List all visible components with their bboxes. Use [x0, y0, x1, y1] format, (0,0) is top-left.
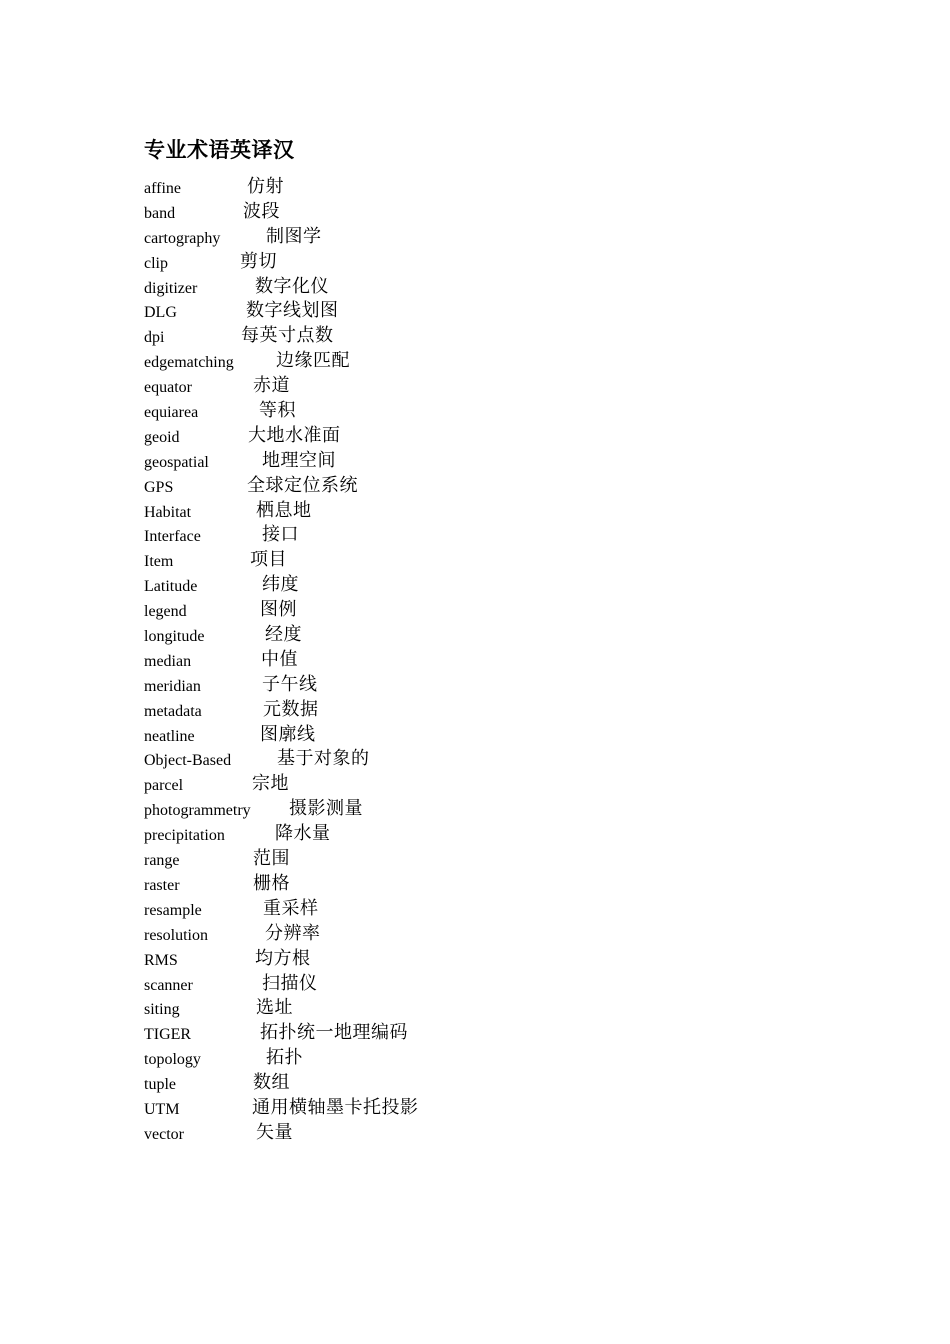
glossary-entry: [144, 897, 644, 922]
english-term: siting: [144, 1001, 180, 1019]
english-term: median: [144, 652, 192, 670]
chinese-translation: 中值: [261, 648, 298, 670]
glossary-entry: [144, 499, 644, 524]
english-term: geospatial: [144, 453, 209, 471]
english-term: resample: [144, 901, 202, 919]
chinese-translation: 栅格: [253, 872, 290, 894]
english-term: photogrammetry: [144, 802, 251, 820]
chinese-translation: 剪切: [240, 250, 277, 272]
chinese-translation: 宗地: [252, 773, 289, 795]
chinese-translation: 全球定位系统: [247, 474, 358, 496]
glossary-entry: [144, 374, 644, 399]
english-term: affine: [144, 180, 182, 197]
glossary-entry: [144, 847, 644, 872]
chinese-translation: 分辨率: [265, 922, 321, 944]
chinese-translation: 扫描仪: [262, 972, 318, 994]
glossary-entry: [144, 449, 644, 474]
chinese-translation: 通用横轴墨卡托投影: [252, 1096, 419, 1118]
chinese-translation: 图例: [260, 599, 297, 621]
glossary-entry: [144, 225, 644, 250]
glossary-entry: [144, 250, 644, 275]
english-term: topology: [144, 1051, 201, 1069]
english-term: clip: [144, 254, 168, 272]
english-term: equator: [144, 379, 192, 397]
glossary-entry: [144, 349, 644, 374]
glossary-entry: [144, 200, 644, 225]
english-term: longitude: [144, 628, 205, 646]
english-term: meridian: [144, 677, 201, 695]
glossary-entry: [144, 797, 644, 822]
english-term: RMS: [144, 951, 178, 969]
english-term: neatline: [144, 727, 195, 745]
english-term: digitizer: [144, 279, 198, 297]
chinese-translation: 矢量: [256, 1121, 293, 1143]
english-term: GPS: [144, 478, 174, 496]
glossary-entry: [144, 972, 644, 997]
chinese-translation: 仿射: [247, 176, 284, 197]
glossary-entry: [144, 922, 644, 947]
chinese-translation: 拓扑: [266, 1047, 303, 1069]
english-term: tuple: [144, 1076, 176, 1094]
chinese-translation: 子午线: [262, 673, 318, 695]
glossary-entry: [144, 573, 644, 598]
chinese-translation: 接口: [262, 524, 299, 546]
english-term: dpi: [144, 329, 165, 347]
glossary-entry: [144, 175, 644, 200]
glossary-entry: [144, 648, 644, 673]
chinese-translation: 地理空间: [262, 449, 336, 471]
glossary-entry: [144, 275, 644, 300]
glossary-entry: [144, 698, 644, 723]
english-term: Latitude: [144, 578, 198, 596]
glossary-entry: [144, 772, 644, 797]
chinese-translation: 波段: [243, 200, 280, 222]
english-term: Habitat: [144, 503, 192, 521]
english-term: band: [144, 204, 176, 222]
chinese-translation: 图廓线: [260, 723, 316, 745]
chinese-translation: 经度: [265, 624, 302, 646]
english-term: raster: [144, 876, 180, 894]
glossary-entry: [144, 947, 644, 972]
glossary-entry: [144, 673, 644, 698]
glossary-entry: [144, 474, 644, 499]
glossary-entry: [144, 548, 644, 573]
glossary-entry: [144, 1046, 644, 1071]
glossary-entry: [144, 523, 644, 548]
glossary-entry: [144, 747, 644, 772]
english-term: DLG: [144, 304, 177, 322]
english-term: legend: [144, 603, 187, 621]
chinese-translation: 栖息地: [256, 499, 312, 521]
chinese-translation: 纬度: [262, 574, 299, 596]
chinese-translation: 边缘匹配: [276, 350, 350, 372]
glossary-entry: [144, 872, 644, 897]
chinese-translation: 赤道: [253, 375, 290, 397]
chinese-translation: 元数据: [263, 698, 319, 720]
glossary-entry: [144, 1021, 644, 1046]
english-term: Interface: [144, 528, 201, 546]
english-term: UTM: [144, 1100, 180, 1118]
chinese-translation: 摄影测量: [289, 798, 363, 820]
glossary-entry: [144, 299, 644, 324]
english-term: metadata: [144, 702, 202, 720]
chinese-translation: 数组: [253, 1072, 290, 1094]
english-term: range: [144, 852, 180, 870]
glossary-entry: [144, 996, 644, 1021]
chinese-translation: 等积: [259, 400, 296, 422]
chinese-translation: 拓扑统一地理编码: [260, 1022, 408, 1044]
english-term: parcel: [144, 777, 184, 795]
chinese-translation: 基于对象的: [277, 748, 370, 770]
glossary-entry: [144, 598, 644, 623]
english-term: scanner: [144, 976, 193, 994]
chinese-translation: 数字化仪: [255, 275, 329, 297]
english-term: precipitation: [144, 827, 225, 845]
glossary-entry: [144, 623, 644, 648]
english-term: cartography: [144, 229, 221, 247]
chinese-translation: 每英寸点数: [241, 325, 334, 347]
glossary-entry: [144, 723, 644, 748]
page-title: 专业术语英译汉: [144, 138, 295, 162]
english-term: resolution: [144, 926, 208, 944]
glossary-entry: [144, 822, 644, 847]
glossary-entry: [144, 1096, 644, 1121]
glossary-list: [144, 175, 644, 1146]
english-term: equiarea: [144, 404, 199, 422]
chinese-translation: 制图学: [266, 225, 322, 247]
chinese-translation: 数字线划图: [246, 300, 339, 322]
english-term: Object-Based: [144, 752, 232, 770]
glossary-entry: [144, 424, 644, 449]
glossary-entry: [144, 324, 644, 349]
chinese-translation: 重采样: [263, 897, 319, 919]
chinese-translation: 选址: [256, 997, 293, 1019]
english-term: edgematching: [144, 354, 234, 372]
chinese-translation: 范围: [253, 848, 290, 870]
english-term: Item: [144, 553, 174, 571]
chinese-translation: 项目: [250, 549, 287, 571]
english-term: geoid: [144, 428, 180, 446]
glossary-entry: [144, 399, 644, 424]
glossary-entry: [144, 1121, 644, 1146]
chinese-translation: 大地水准面: [248, 424, 341, 446]
english-term: vector: [144, 1125, 184, 1143]
chinese-translation: 降水量: [275, 823, 331, 845]
chinese-translation: 均方根: [255, 947, 311, 969]
english-term: TIGER: [144, 1026, 192, 1044]
glossary-entry: [144, 1071, 644, 1096]
